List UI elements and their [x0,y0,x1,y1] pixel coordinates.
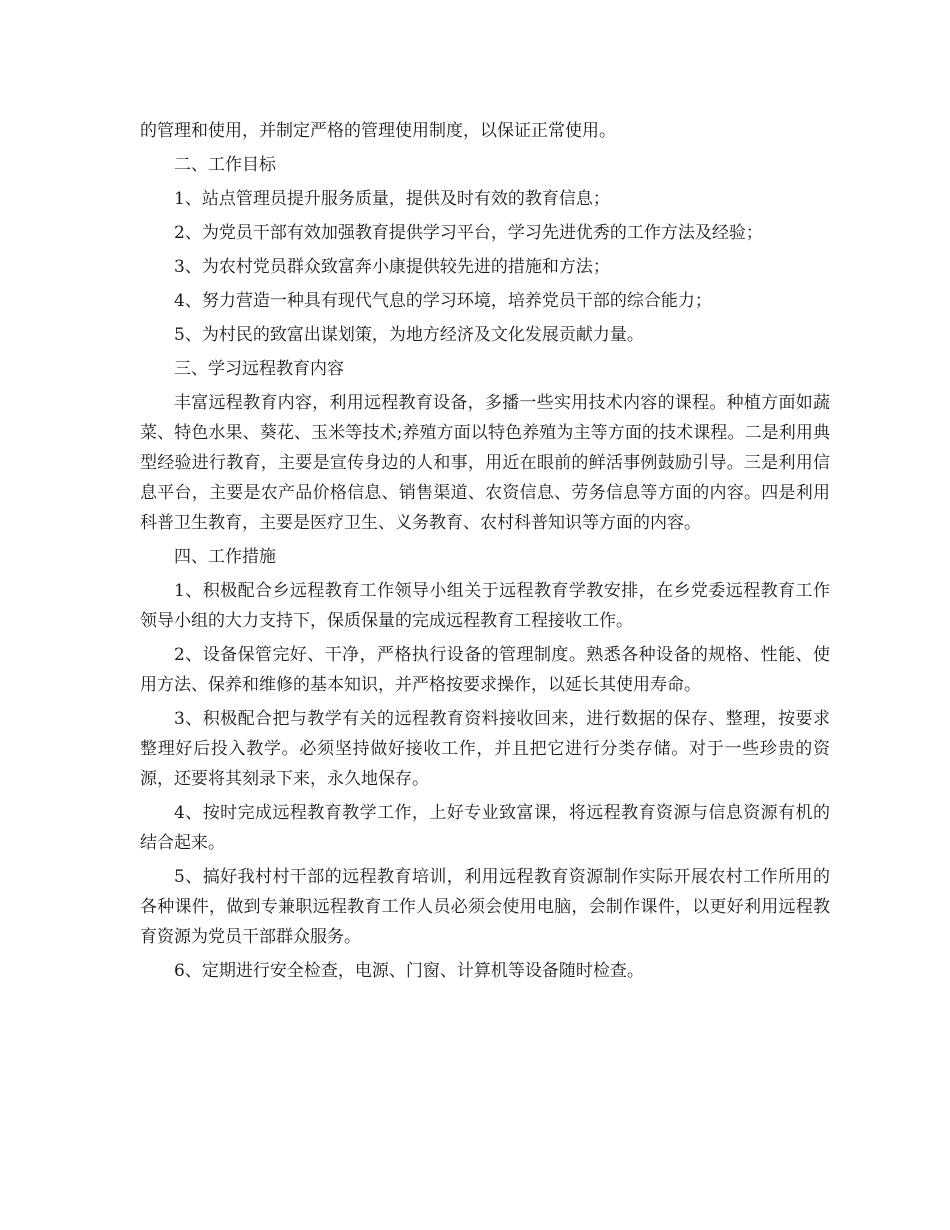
goal-item-3: 3、为农村党员群众致富奔小康提供较先进的措施和方法； [174,257,610,277]
document-body [140,116,830,990]
goal-item-1: 1、站点管理员提升服务质量，提供及时有效的教育信息； [174,189,610,209]
section-heading-work-goals: 二、工作目标 [174,155,276,175]
goal-item-2: 2、为党员干部有效加强教育提供学习平台，学习先进优秀的工作方法及经验； [174,223,763,243]
paragraph-continuation: 的管理和使用，并制定严格的管理使用制度，以保证正常使用。 [140,121,616,141]
section-heading-work-measures: 四、工作措施 [174,547,276,567]
section-heading-learning-content: 三、学习远程教育内容 [174,359,344,379]
measure-item-6: 6、定期进行安全检查，电源、门窗、计算机等设备随时检查。 [174,961,644,981]
goal-item-4: 4、努力营造一种具有现代气息的学习环境，培养党员干部的综合能力； [174,291,712,311]
measure-item-2: 2、设备保管完好、干净，严格执行设备的管理制度。熟悉各种设备的规格、性能、使用方法、保养和维修的基本知识，并严格按要求操作，以延长其使用寿命。 [140,645,830,695]
goal-item-5: 5、为村民的致富出谋划策，为地方经济及文化发展贡献力量。 [174,325,644,345]
measure-item-3: 3、积极配合把与教学有关的远程教育资料接收回来，进行数据的保存、整理，按要求整理好后投入教学。必须坚持做好接收工作，并且把它进行分类存储。对于一些珍贵的资源，还要将其刻录下来，永久地保存。 [140,709,830,789]
measure-item-1: 1、积极配合乡远程教育工作领导小组关于远程教育学教安排，在乡党委远程教育工作领导小组的大力支持下，保质保量的完成远程教育工程接收工作。 [140,581,830,631]
learning-content-paragraph: 丰富远程教育内容，利用远程教育设备，多播一些实用技术内容的课程。种植方面如蔬菜、特色水果、葵花、玉米等技术;养殖方面以特色养殖为主等方面的技术课程。二是利用典型经验进行教育，主要是宣传身边的人和事，用近在眼前的鲜活事例鼓励引导。三是利用信息平台，主要是农产品价格信息、销售渠道、农资信息、劳务信息等方面的内容。四是利用科普卫生教育，主要是医疗卫生、义务教育、农村科普知识等方面的内容。 [140,393,830,533]
measure-item-4: 4、按时完成远程教育教学工作，上好专业致富课，将远程教育资源与信息资源有机的结合起来。 [140,803,830,853]
measure-item-5: 5、搞好我村村干部的远程教育培训，利用远程教育资源制作实际开展农村工作所用的各种课件，做到专兼职远程教育工作人员必须会使用电脑，会制作课件，以更好利用远程教育资源为党员干部群众服务。 [140,867,830,947]
